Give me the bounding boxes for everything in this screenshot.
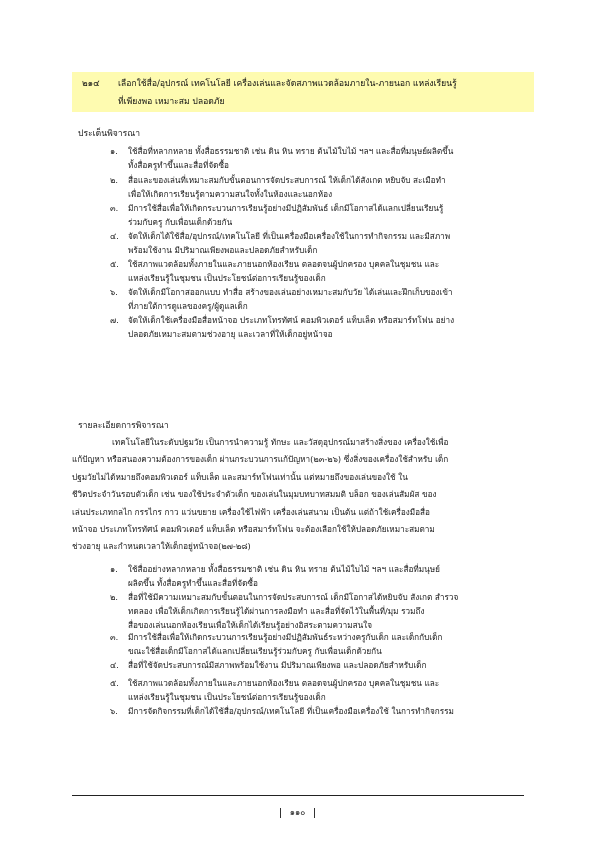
consideration-number: ๔.: [110, 231, 119, 241]
details-item-number: ๓.: [110, 632, 119, 642]
consideration-line: ที่ภายใต้การดูแลของครู/ผู้ดูแลเด็ก: [128, 301, 248, 311]
consideration-number: ๕.: [110, 259, 119, 269]
details-heading: รายละเอียดการพิจารณา: [78, 421, 169, 431]
consideration-number: ๓.: [110, 203, 119, 213]
details-item-line: ขณะใช้สื่อเด็กมีโอกาสได้แลกเปลี่ยนเรียนรู้ร่วมกับครู กับเพื่อนเด็กด้วยกัน: [128, 646, 382, 656]
details-item-line: มีการใช้สื่อเพื่อให้เกิดกระบวนการเรียนรู้อย่างมีปฏิสัมพันธ์ระหว่างครูกับเด็ก และเด็กกับเด็ก: [128, 632, 443, 642]
consideration-line: สื่อและของเล่นที่เหมาะสมกับขั้นตอนการจัดประสบการณ์ ให้เด็กได้สังเกต หยิบจับ สะเมือทำ: [128, 175, 446, 185]
details-item-line: ผลิตขึ้น ทั้งสื่อครูทำขึ้นและสื่อที่จัดซื้อ: [128, 578, 258, 588]
consideration-line: พร้อมใช้งาน มีปริมาณเพียงพอและปลอดภัยสำหรับเด็ก: [128, 245, 318, 255]
details-item-number: ๒.: [110, 592, 118, 602]
page-number-bar-right: [314, 808, 315, 818]
title-line-1: เลือกใช้สื่อ/อุปกรณ์ เทคโนโลยี เครื่องเล่นและจัดสภาพแวดล้อมภายใน-ภายนอก แหล่งเรียนรู้: [118, 79, 457, 89]
details-paragraph-line: เล่นประเภทกลไก กรรไกร กาว แว่นขยาย เครื่องใช้ไฟฟ้า เครื่องเล่นสนาม เป็นต้น แต่ถ้าใช้เครื่องมือสื่อ: [72, 506, 430, 517]
consideration-number: ๑.: [110, 146, 118, 156]
details-paragraph-line: เทคโนโลยีในระดับปฐมวัย เป็นการนำความรู้ ทักษะ และวัสดุอุปกรณ์มาสร้างสิ่งของ เครื่องใช้เพื่อ: [112, 437, 449, 447]
details-item-line: มีการจัดกิจกรรมที่เด็กได้ใช้สื่อ/อุปกรณ์/เทคโนโลยี ที่เป็นเครื่องมือเครื่องใช้ ในการทำกิจกรรม: [128, 706, 454, 716]
details-paragraph-line: ปฐมวัยไม่ได้หมายถึงคอมพิวเตอร์ แท็บเล็ต และสมาร์ทโฟนเท่านั้น แต่หมายถึงของเล่นของใช้ ใน: [72, 471, 408, 482]
page-number-bar-left: [280, 808, 281, 818]
consideration-line: จัดให้เด็กมีโอกาสออกแบบ ทำสื่อ สร้างของเล่นอย่างเหมาะสมกับวัย ได้เล่นและฝึกเก็บของเข้า: [128, 287, 453, 297]
details-paragraph-line: ชีวิตประจำวันรอบตัวเด็ก เช่น ของใช้ประจำตัวเด็ก ของเล่นในมุมบทบาทสมมติ บล็อก ของเล่นสัมผัส ของ: [72, 489, 437, 500]
details-paragraph-line: ช่วงอายุ และกำหนดเวลาให้เด็กอยู่หน้าจอ(๒๗-๒๘): [72, 541, 251, 552]
consideration-line: มีการใช้สื่อเพื่อให้เกิดกระบวนการเรียนรู้อย่างมีปฏิสัมพันธ์ เด็กมีโอกาสได้แลกเปลี่ยนเรียนรู้: [128, 203, 444, 213]
consideration-line: ใช้สภาพแวดล้อมทั้งภายในและภายนอกห้องเรียน ตลอดจนผู้ปกครอง บุคคลในชุมชน และ: [128, 259, 440, 269]
consideration-line: ทั้งสื่อครูทำขึ้นและสื่อที่จัดซื้อ: [128, 160, 229, 170]
details-item-number: ๕.: [110, 678, 119, 688]
details-item-line: ใช้สภาพแวดล้อมทั้งภายในและภายนอกห้องเรียน ตลอดจนผู้ปกครอง บุคคลในชุมชน และ: [128, 678, 440, 688]
consideration-line: ใช้สื่อที่หลากหลาย ทั้งสื่อธรรมชาติ เช่น ดิน หิน ทราย ต้นไม้ใบไม้ ฯลฯ และสื่อที่มนุษย์ผลิตขึ้น: [128, 146, 454, 156]
details-item-line: ทดลอง เพื่อให้เด็กเกิดการเรียนรู้ได้ผ่านการลงมือทำ และสื่อที่จัดไว้ในพื้นที่/มุม รวมถึง: [128, 606, 425, 616]
details-item-number: ๑.: [110, 564, 118, 574]
consideration-line: ร่วมกับครู กับเพื่อนเด็กด้วยกัน: [128, 217, 233, 227]
details-item-line: สื่อของเล่นนอกห้องเรียนเพื่อให้เด็กได้เรียนรู้อย่างอิสระตามความสนใจ: [128, 620, 373, 630]
title-number: ๒๑๔: [82, 79, 100, 89]
consideration-line: เพื่อให้เกิดการเรียนรู้ตามความสนใจทั้งในห้องและนอกห้อง: [128, 189, 333, 199]
consideration-line: แหล่งเรียนรู้ในชุมชน เป็นประโยชน์ต่อการเรียนรู้ของเด็ก: [128, 273, 326, 283]
title-line-2: ที่เพียงพอ เหมาะสม ปลอดภัย: [118, 97, 225, 107]
details-paragraph-line: หน้าจอ ประเภทโทรทัศน์ คอมพิวเตอร์ แท็บเล็ต หรือสมาร์ทโฟน จะต้องเลือกใช้ให้ปลอดภัยเหมาะสมตาม: [72, 524, 435, 534]
consideration-line: จัดให้เด็กได้ใช้สื่อ/อุปกรณ์/เทคโนโลยี ที่เป็นเครื่องมือเครื่องใช้ในการทำกิจกรรม และมีสภาพ: [128, 231, 451, 241]
footer-rule: [72, 795, 524, 796]
considerations-heading: ประเด็นพิจารณา: [78, 129, 141, 139]
details-paragraph-line: แก้ปัญหา หรือสนองความต้องการของเด็ก ผ่านกระบวนการแก้ปัญหา(๒๓-๒๖) ซึ่งสิ่งของเครื่องใช้สำหรับ เด็ก: [72, 454, 449, 465]
details-item-line: สื่อที่ใช้จัดประสบการณ์มีสภาพพร้อมใช้งาน มีปริมาณเพียงพอ และปลอดภัยสำหรับเด็ก: [128, 660, 427, 670]
details-item-line: ใช้สื่ออย่างหลากหลาย ทั้งสื่อธรรมชาติ เช่น ดิน หิน ทราย ต้นไม้ใบไม้ ฯลฯ และสื่อที่มนุษย์: [128, 564, 440, 574]
consideration-line: ปลอดภัยเหมาะสมตามช่วงอายุ และเวลาที่ให้เด็กอยู่หน้าจอ: [128, 329, 333, 339]
details-item-line: แหล่งเรียนรู้ในชุมชน เป็นประโยชน์ต่อการเรียนรู้ของเด็ก: [128, 692, 326, 702]
consideration-number: ๗.: [110, 315, 119, 325]
footer: [0, 806, 595, 819]
consideration-number: ๒.: [110, 175, 118, 185]
consideration-number: ๖.: [110, 287, 118, 297]
details-item-line: สื่อที่ใช้มีความเหมาะสมกับขั้นตอนในการจัดประสบการณ์ เด็กมีโอกาสได้หยิบจับ สังเกต สำรวจ: [128, 592, 459, 602]
details-item-number: ๖.: [110, 706, 118, 716]
details-item-number: ๔.: [110, 660, 119, 670]
consideration-line: จัดให้เด็กใช้เครื่องมือสื่อหน้าจอ ประเภทโทรทัศน์ คอมพิวเตอร์ แท็บเล็ต หรือสมาร์ทโฟน อย่าง: [128, 315, 455, 325]
page-number: ๑๑๐: [289, 807, 306, 817]
